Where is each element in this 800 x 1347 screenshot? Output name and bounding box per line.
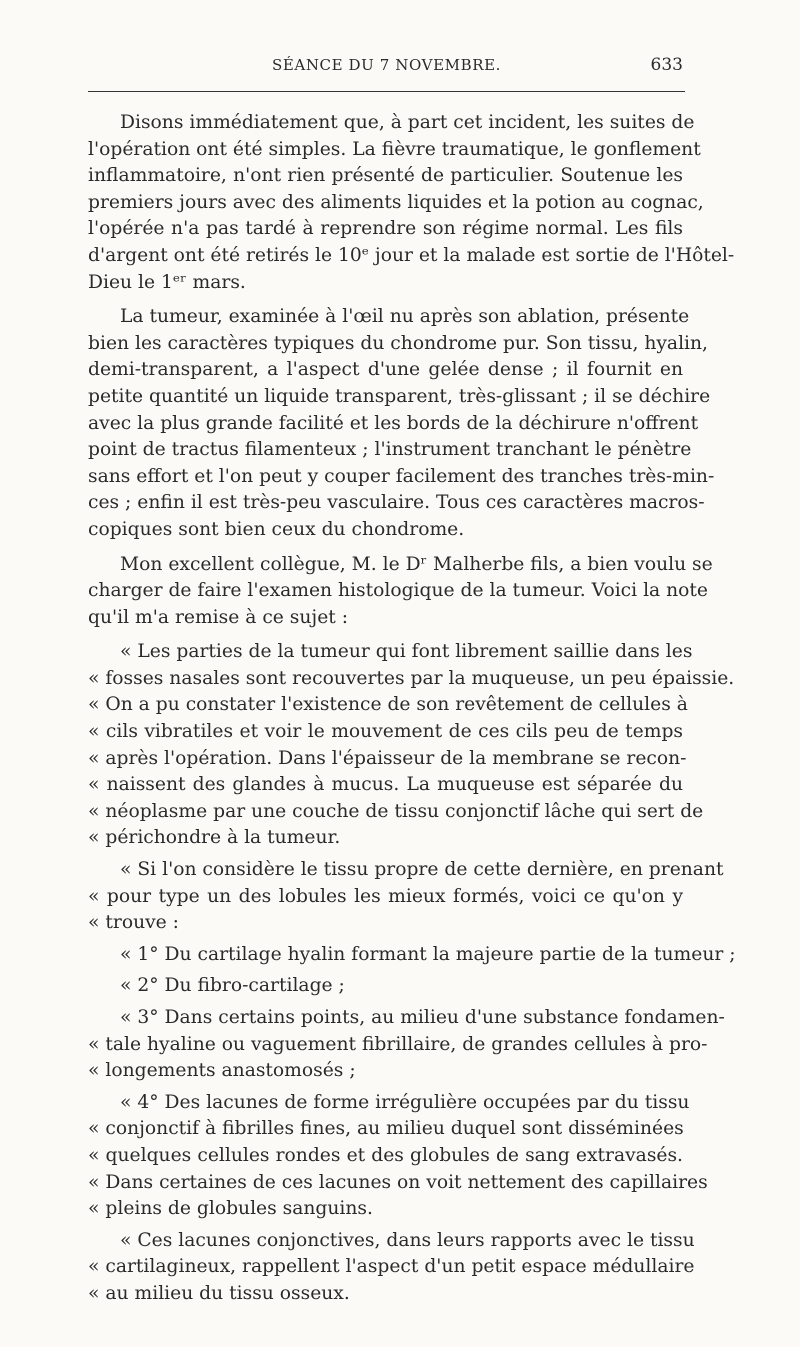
running-title: SÉANCE DU 7 NOVEMBRE.: [271, 56, 502, 74]
text-line: « Ces lacunes conjonctives, dans leurs rapports avec le tissu: [120, 1229, 695, 1251]
text-line: « longements anastomosés ;: [88, 1060, 356, 1082]
text-line: avec la plus grande facilité et les bords de la déchirure n'offrent: [88, 412, 699, 434]
paragraph: [88, 110, 735, 296]
paragraph: [88, 552, 713, 632]
text-line: ces ; enfin il est très-peu vasculaire. Tous ces caractères macros-: [88, 492, 705, 514]
text-line: « quelques cellules rondes et des globules de sang extravasés.: [88, 1144, 683, 1166]
text-line: sans effort et l'on peut y couper facilement des tranches très-min-: [88, 465, 715, 487]
paragraph: [88, 973, 683, 1000]
text-line: Dieu le 1ᵉʳ mars.: [88, 271, 246, 293]
header-rule: [88, 91, 685, 92]
text-line: copiques sont bien ceux du chondrome.: [88, 518, 465, 540]
text-line: « 2° Du fibro-cartilage ;: [120, 975, 345, 997]
text-line: Mon excellent collègue, M. le Dʳ Malherbe fils, a bien voulu se: [120, 553, 713, 575]
paragraph: [88, 1090, 708, 1223]
text-line: l'opération ont été simples. La fièvre traumatique, le gonflement: [88, 138, 701, 160]
text-line: bien les caractères typiques du chondrome pur. Son tissu, hyalin,: [88, 332, 708, 354]
text-line: petite quantité un liquide transparent, très-glissant ; il se déchire: [88, 385, 711, 407]
text-line: demi-transparent, a l'aspect d'une gelée dense ; il fournit en: [88, 359, 683, 381]
text-line: charger de faire l'examen histologique de la tumeur. Voici la note: [88, 580, 708, 602]
text-line: « au milieu du tissu osseux.: [88, 1282, 350, 1304]
paragraph: [88, 1228, 695, 1308]
text-line: « périchondre à la tumeur.: [88, 827, 341, 849]
text-line: l'opérée n'a pas tardé à reprendre son régime normal. Les fils: [88, 218, 683, 240]
text-line: premiers jours avec des aliments liquides et la potion au cognac,: [88, 191, 704, 213]
paragraph: [88, 639, 735, 852]
text-line: qu'il m'a remise à ce sujet :: [88, 606, 349, 628]
page-number: 633: [650, 55, 683, 75]
text-line: La tumeur, examinée à l'œil nu après son ablation, présente: [120, 306, 690, 328]
text-line: « Si l'on considère le tissu propre de cette dernière, en prenant: [120, 859, 724, 881]
text-line: « cils vibratiles et voir le mouvement de ces cils peu de temps: [88, 721, 683, 743]
text-line: « fosses nasales sont recouvertes par la muqueuse, un peu épaissie.: [88, 667, 735, 689]
text-line: « 3° Dans certains points, au milieu d'une substance fondamen-: [120, 1007, 725, 1028]
text-line: « cartilagineux, rappellent l'aspect d'un petit espace médullaire: [88, 1256, 695, 1278]
text-line: Disons immédiatement que, à part cet incident, les suites de: [120, 112, 695, 133]
text-line: « tale hyaline ou vaguement fibrillaire, de grandes cellules à pro-: [88, 1033, 708, 1055]
text-line: « pleins de globules sanguins.: [88, 1198, 373, 1220]
text-line: « Dans certaines de ces lacunes on voit nettement des capillaires: [88, 1171, 708, 1193]
text-line: « 4° Des lacunes de forme irrégulière occupées par du tissu: [120, 1091, 690, 1113]
text-line: « naissent des glandes à mucus. La muqueuse est séparée du: [88, 774, 683, 796]
text-line: « Les parties de la tumeur qui font librement saillie dans les: [120, 641, 693, 663]
paragraph: [88, 304, 715, 543]
text-line: inflammatoire, n'ont rien présenté de particulier. Soutenue les: [88, 165, 683, 187]
text-line: « néoplasme par une couche de tissu conjonctif lâche qui sert de: [88, 800, 704, 822]
text-line: « après l'opération. Dans l'épaisseur de la membrane se recon-: [88, 747, 687, 769]
text-line: « 1° Du cartilage hyalin formant la majeure partie de la tumeur ;: [120, 943, 736, 965]
paragraph: [88, 857, 724, 937]
body-text: [88, 110, 736, 1313]
text-line: « trouve :: [88, 912, 179, 934]
text-line: « pour type un des lobules les mieux formés, voici ce qu'on y: [88, 885, 683, 907]
text-line: point de tractus filamenteux ; l'instrument tranchant le pénètre: [88, 439, 692, 461]
text-line: d'argent ont été retirés le 10ᵉ jour et la malade est sortie de l'Hôtel-: [88, 244, 735, 266]
text-line: « conjonctif à fibrilles fines, au milieu duquel sont disséminées: [88, 1118, 684, 1140]
paragraph: [88, 942, 736, 969]
page-header: [88, 56, 685, 82]
text-line: « On a pu constater l'existence de son revêtement de cellules à: [88, 694, 688, 716]
paragraph: [88, 1005, 725, 1085]
